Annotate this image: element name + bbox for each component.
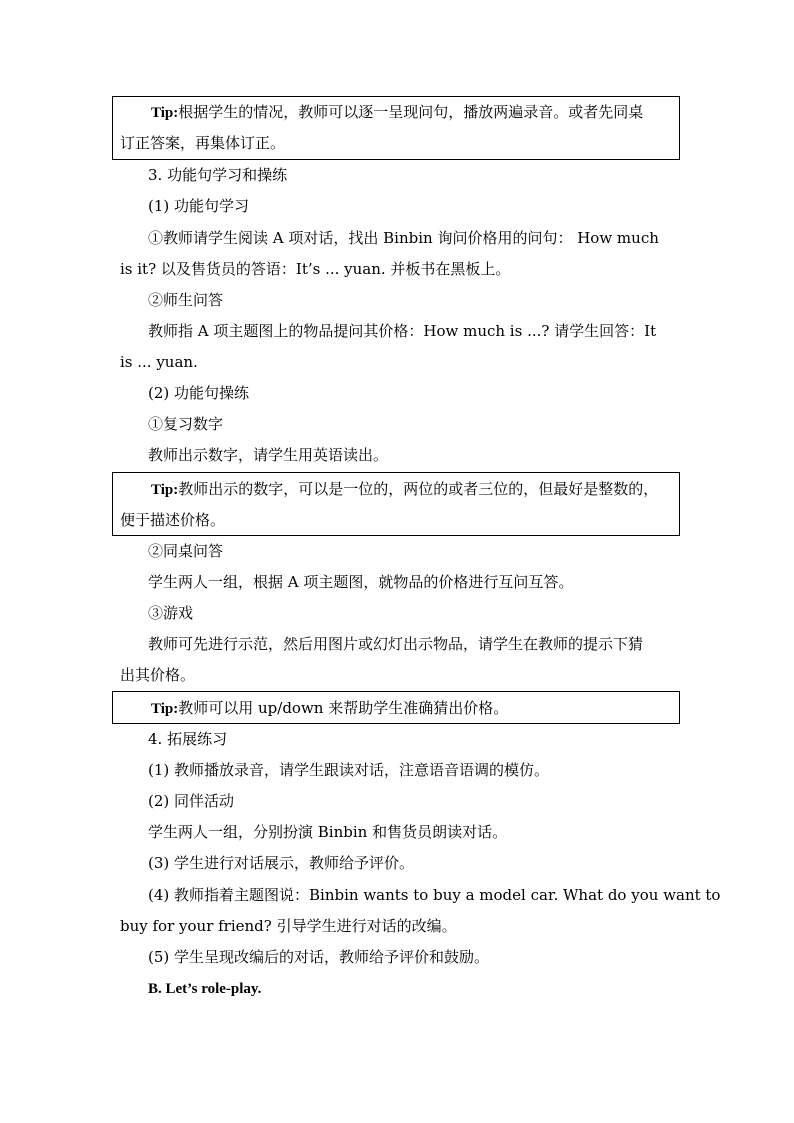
tip-box-2 (112, 472, 680, 536)
paragraph-line: buy for your friend? 引导学生进行对话的改编。 (120, 917, 457, 935)
paragraph-line: is it? 以及售货员的答语：It’s ... yuan. 并板书在黑板上。 (120, 260, 511, 278)
tip-box-1-line-2: 订正答案，再集体订正。 (120, 134, 286, 152)
tip-text: 根据学生的情况，教师可以逐一呈现问句，播放两遍录音。或者先同桌 (178, 103, 644, 121)
paragraph-line: 教师可先进行示范，然后用图片或幻灯出示物品，请学生在教师的提示下猜 (148, 635, 644, 653)
paragraph-line: ①教师请学生阅读 A 项对话，找出 Binbin 询问价格用的问句： How much (148, 229, 659, 247)
paragraph-line: 学生两人一组，分别扮演 Binbin 和售货员朗读对话。 (148, 823, 508, 841)
paragraph-line: 出其价格。 (120, 666, 196, 684)
item-heading: ③游戏 (148, 604, 194, 622)
tip-label: Tip: (151, 482, 179, 498)
list-item: (5) 学生呈现改编后的对话，教师给予评价和鼓励。 (148, 948, 490, 966)
paragraph-line: 教师出示数字，请学生用英语读出。 (148, 446, 389, 464)
tip-text: 教师出示的数字，可以是一位的，两位的或者三位的，但最好是整数的， (178, 480, 659, 498)
tip-box-2-line-1 (151, 479, 658, 500)
item-heading: ②同桌问答 (148, 542, 224, 560)
item-heading: ①复习数字 (148, 415, 224, 433)
tip-box-3 (112, 691, 680, 724)
list-item: (2) 同伴活动 (148, 792, 235, 810)
list-item: (3) 学生进行对话展示，教师给予评价。 (148, 854, 415, 872)
section-3-heading: 3. 功能句学习和操练 (148, 166, 288, 184)
tip-box-3-line-1 (151, 698, 508, 719)
tip-label: Tip: (151, 105, 179, 121)
paragraph-line: is ... yuan. (120, 353, 198, 371)
list-item: (1) 教师播放录音，请学生跟读对话，注意语音语调的模仿。 (148, 761, 550, 779)
tip-box-1 (112, 96, 680, 160)
tip-box-2-line-2: 便于描述价格。 (120, 511, 226, 529)
tip-box-1-line-1 (151, 102, 643, 123)
item-heading: ②师生问答 (148, 291, 224, 309)
subsection-2-heading: (2) 功能句操练 (148, 384, 250, 402)
section-b-heading: B. Let’s role-play. (148, 981, 262, 997)
tip-text: 教师可以用 up/down 来帮助学生准确猜出价格。 (178, 699, 509, 717)
paragraph-line: 教师指 A 项主题图上的物品提问其价格：How much is ...? 请学生回答：It (148, 322, 657, 340)
paragraph-line: 学生两人一组，根据 A 项主题图，就物品的价格进行互问互答。 (148, 573, 574, 591)
subsection-1-heading: (1) 功能句学习 (148, 197, 250, 215)
tip-label: Tip: (151, 701, 179, 717)
list-item: (4) 教师指着主题图说：Binbin wants to buy a model car. What do you want to (148, 886, 721, 904)
section-4-heading: 4. 拓展练习 (148, 730, 228, 748)
